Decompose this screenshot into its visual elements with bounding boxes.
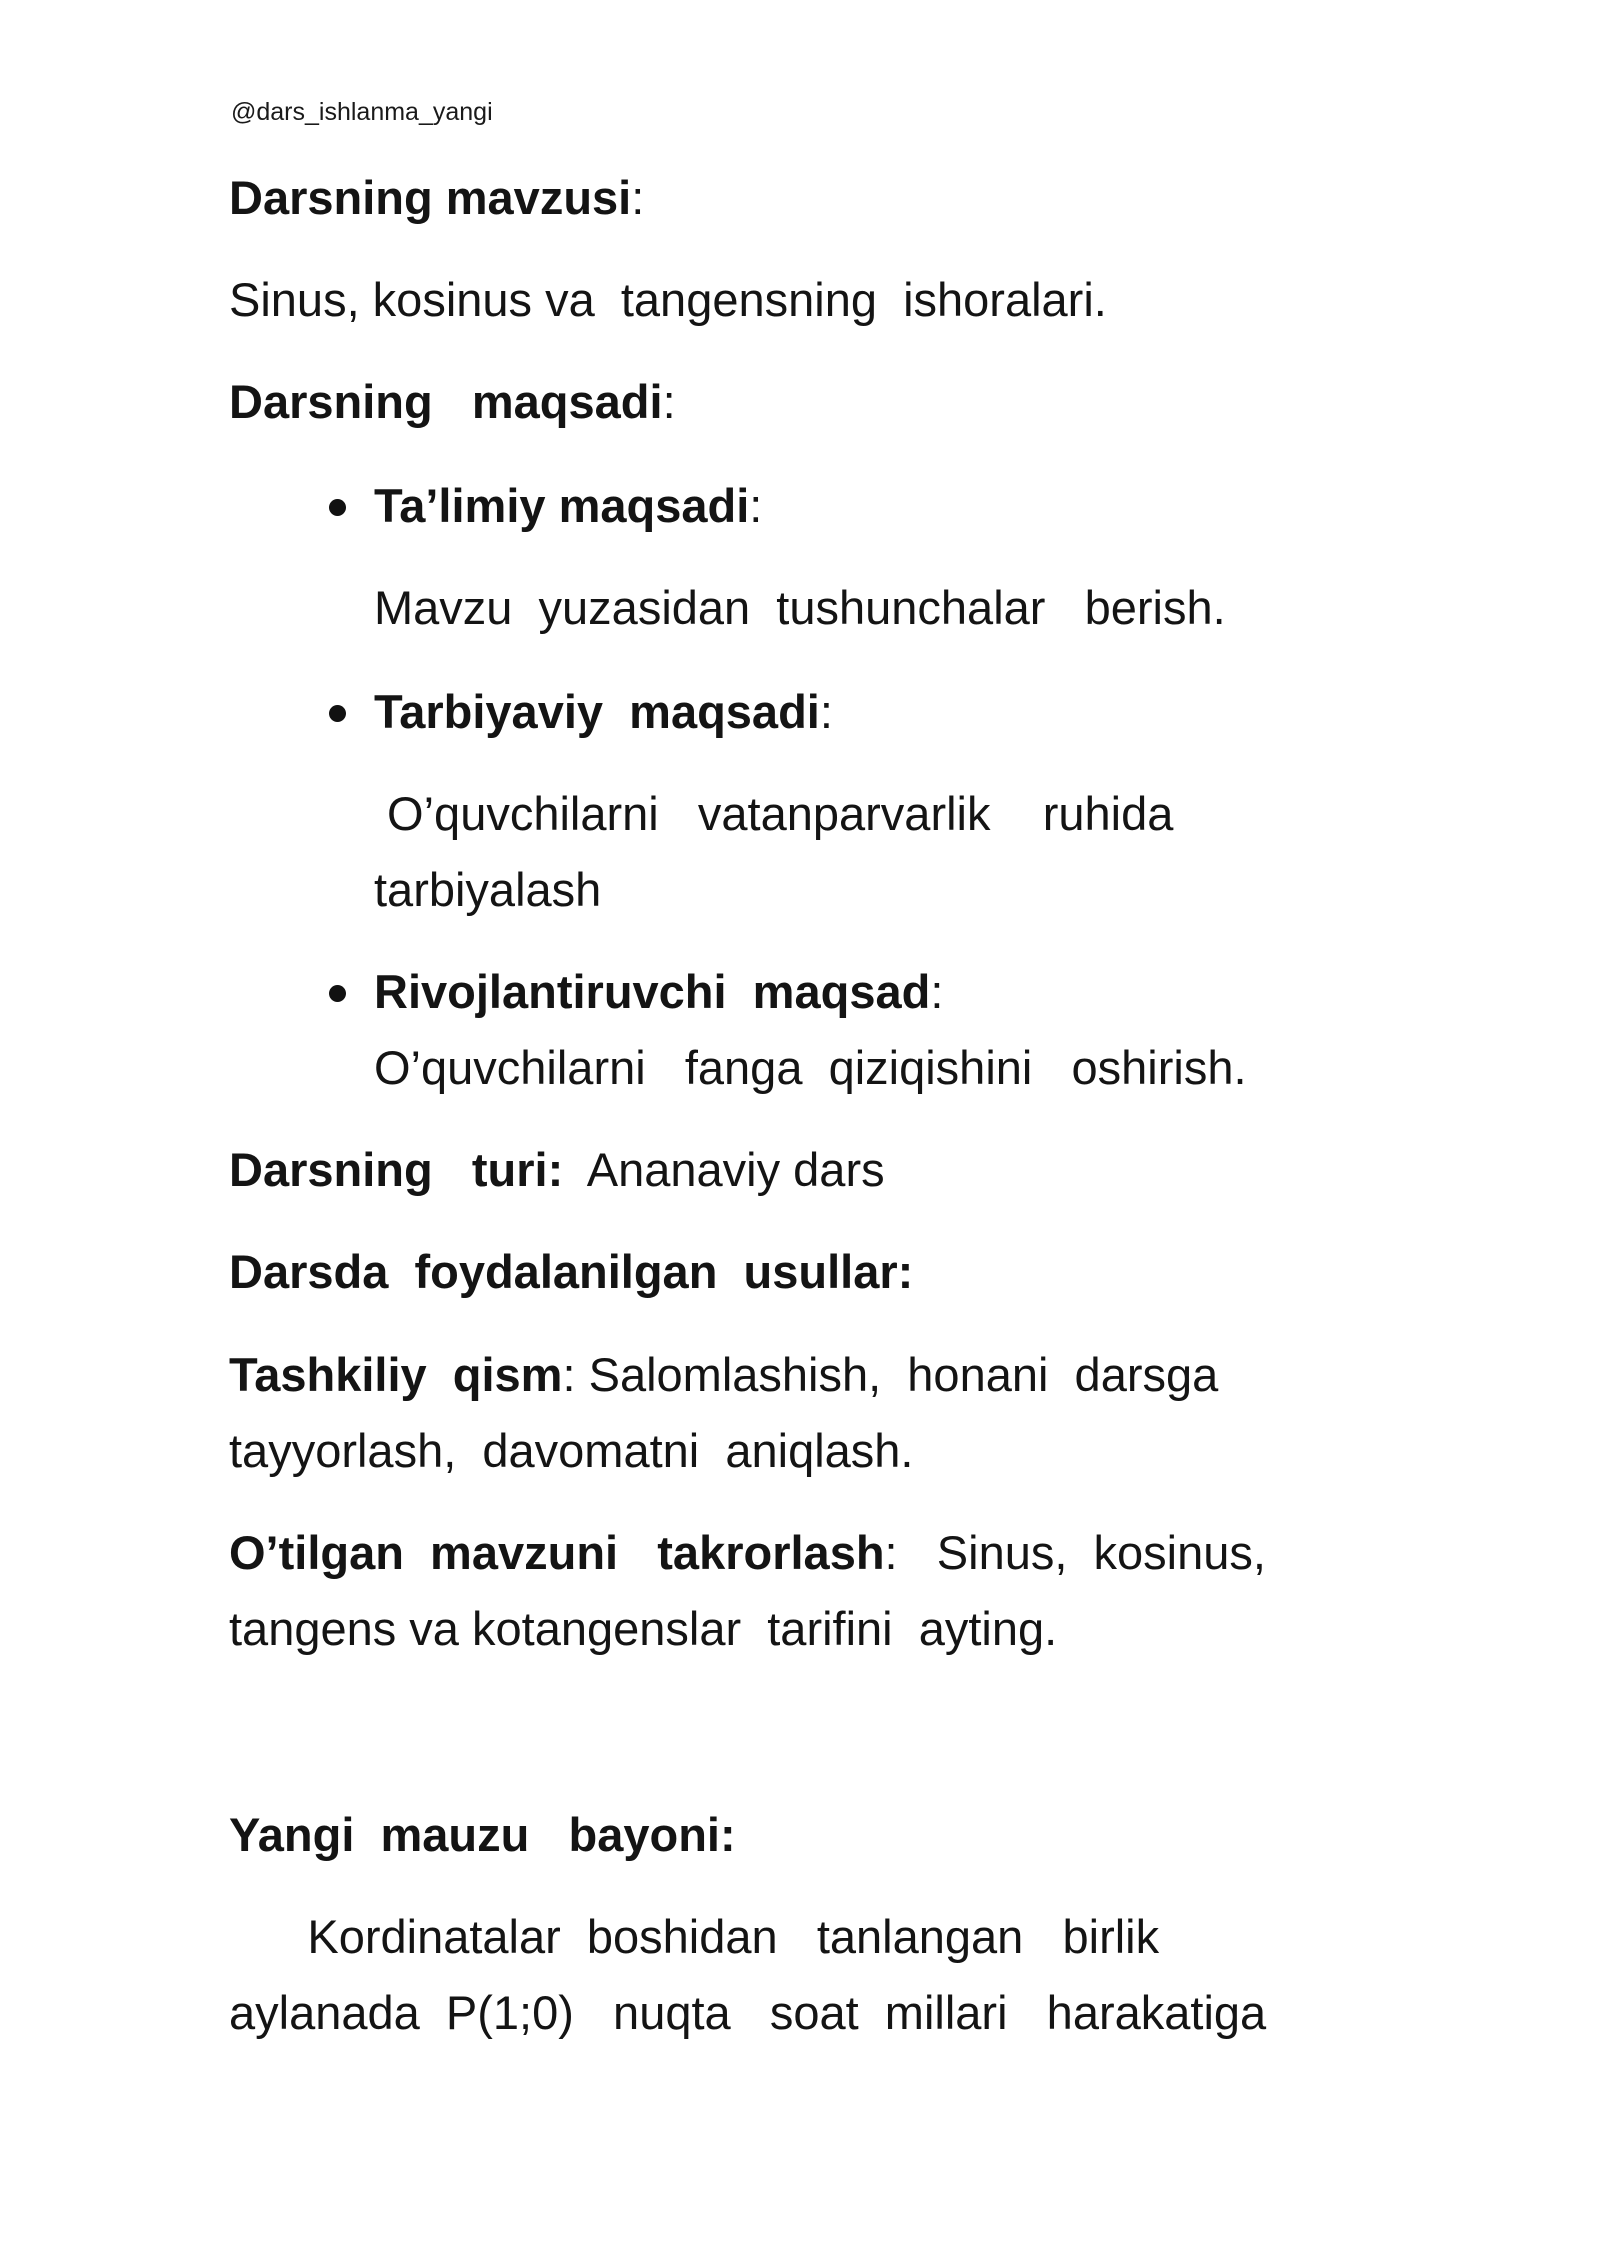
goal-development-colon: : xyxy=(930,965,944,1018)
watermark: @dars_ishlanma_yangi xyxy=(231,98,493,126)
goals-label: Darsning maqsadi xyxy=(229,375,663,428)
new-topic-line2: aylanada P(1;0) nuqta soat millari harakatiga xyxy=(229,1986,1267,2039)
topic-heading xyxy=(229,168,644,228)
topic-text: Sinus, kosinus va tangensning ishoralari. xyxy=(229,273,1107,326)
review-label: O’tilgan mavzuni takrorlash xyxy=(229,1526,885,1579)
goal-development-heading xyxy=(374,962,943,1022)
topic-colon: : xyxy=(631,171,645,224)
review-text: : Sinus, kosinus, xyxy=(884,1526,1266,1579)
goal-educational-heading xyxy=(374,476,762,536)
organizational-text: : Salomlashish, honani darsga xyxy=(562,1348,1219,1401)
goal-development-text: O’quvchilarni fanga qiziqishini oshirish. xyxy=(374,1041,1247,1094)
lesson-type xyxy=(229,1140,885,1200)
goal-upbringing-text-line2: tarbiyalash xyxy=(374,863,602,916)
goal-development-label: Rivojlantiruvchi maqsad xyxy=(374,965,931,1018)
goal-educational-text: Mavzu yuzasidan tushunchalar berish. xyxy=(374,581,1226,634)
new-topic-heading: Yangi mauzu bayoni: xyxy=(229,1808,736,1861)
organizational-line2: tayyorlash, davomatni aniqlash. xyxy=(229,1424,914,1477)
bullet-icon xyxy=(329,705,346,722)
bullet-icon xyxy=(329,499,346,516)
goals-heading xyxy=(229,372,676,432)
new-topic-line1: Kordinatalar boshidan tanlangan birlik xyxy=(229,1910,1160,1963)
lesson-type-label: Darsning turi: xyxy=(229,1143,564,1196)
topic-label: Darsning mavzusi xyxy=(229,171,632,224)
goal-upbringing-text-line1: O’quvchilarni vatanparvarlik ruhida xyxy=(374,787,1174,840)
goal-upbringing-heading xyxy=(374,682,833,742)
lesson-type-value: Ananaviy dars xyxy=(563,1143,885,1196)
review-line1 xyxy=(229,1523,1266,1583)
goal-educational-colon: : xyxy=(749,479,763,532)
review-line2: tangens va kotangenslar tarifini ayting. xyxy=(229,1602,1058,1655)
goal-educational-label: Ta’limiy maqsadi xyxy=(374,479,750,532)
methods-heading: Darsda foydalanilgan usullar: xyxy=(229,1245,914,1298)
goals-colon: : xyxy=(662,375,676,428)
organizational-label: Tashkiliy qism xyxy=(229,1348,563,1401)
goal-upbringing-label: Tarbiyaviy maqsadi xyxy=(374,685,820,738)
bullet-icon xyxy=(329,985,346,1002)
organizational-line1 xyxy=(229,1345,1218,1405)
goal-upbringing-colon: : xyxy=(819,685,833,738)
